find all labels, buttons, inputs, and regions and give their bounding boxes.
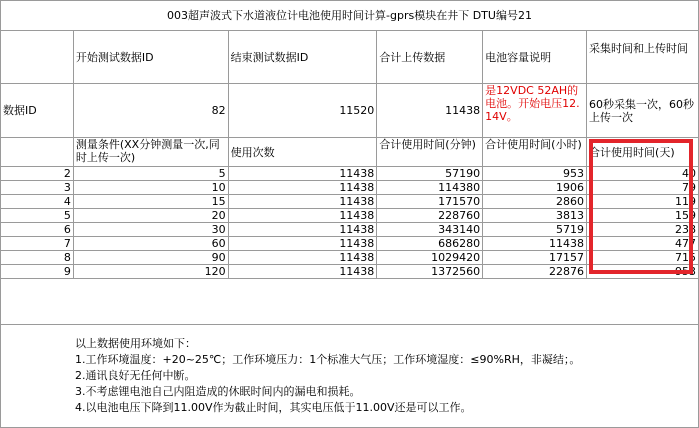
data-start-value[interactable]: 82 [73, 84, 228, 138]
row-index-cell[interactable]: 7 [1, 237, 74, 251]
header-battery-desc[interactable]: 电池容量说明 [483, 31, 587, 84]
sub-header-condition[interactable]: 测量条件(XX分钟测量一次,同时上传一次) [73, 138, 228, 167]
header-total-uploads[interactable]: 合计上传数据 [377, 31, 483, 84]
data-rows [1, 167, 699, 279]
row-index-cell[interactable]: 9 [1, 265, 74, 279]
row-index-cell[interactable]: 5 [1, 209, 74, 223]
row-index-cell[interactable]: 6 [1, 223, 74, 237]
sub-header-time-minutes[interactable]: 合计使用时间(分钟) [377, 138, 483, 167]
sample-interval-text[interactable]: 60秒采集一次，60秒上传一次 [587, 84, 699, 138]
usage-count-cell[interactable]: 11438 [228, 167, 377, 181]
note-line: 3.不考虑锂电池自己内阻造成的休眠时间内的漏电和损耗。 [75, 385, 361, 398]
total-hours-cell[interactable]: 953 [483, 167, 587, 181]
note-line: 1.工作环境温度：+20~25℃；工作环境压力：1个标准大气压；工作环境湿度：≤90%RH，非凝结；。 [75, 353, 581, 366]
interval-minutes-cell[interactable]: 60 [73, 237, 228, 251]
total-hours-cell[interactable]: 17157 [483, 251, 587, 265]
sub-header-row [1, 138, 699, 167]
usage-count-cell[interactable]: 11438 [228, 251, 377, 265]
data-total-value[interactable]: 11438 [377, 84, 483, 138]
row-index-cell[interactable]: 8 [1, 251, 74, 265]
usage-count-cell[interactable]: 11438 [228, 181, 377, 195]
table-row [1, 237, 699, 251]
header-sample-interval[interactable]: 采集时间和上传时间 [587, 31, 699, 84]
data-id-label[interactable]: 数据ID [1, 84, 74, 138]
total-minutes-cell[interactable]: 114380 [377, 181, 483, 195]
total-days-cell[interactable]: 40 [587, 167, 699, 181]
total-days-cell[interactable]: 159 [587, 209, 699, 223]
battery-capacity-text[interactable]: 是12VDC 52AH的电池。开始电压12.14V。 [483, 84, 587, 138]
total-hours-cell[interactable]: 3813 [483, 209, 587, 223]
total-minutes-cell[interactable]: 686280 [377, 237, 483, 251]
table-row [1, 167, 699, 181]
total-days-cell[interactable]: 119 [587, 195, 699, 209]
row-index-cell[interactable]: 3 [1, 181, 74, 195]
total-minutes-cell[interactable]: 1372560 [377, 265, 483, 279]
sub-header-time-days[interactable]: 合计使用时间(天) [587, 138, 699, 167]
interval-minutes-cell[interactable]: 20 [73, 209, 228, 223]
total-hours-cell[interactable]: 11438 [483, 237, 587, 251]
total-minutes-cell[interactable]: 171570 [377, 195, 483, 209]
interval-minutes-cell[interactable]: 120 [73, 265, 228, 279]
total-days-cell[interactable]: 953 [587, 265, 699, 279]
spacer-cell[interactable] [1, 279, 699, 325]
sub-header-usage-count[interactable]: 使用次数 [228, 138, 377, 167]
header-end-id[interactable]: 结束测试数据ID [228, 31, 377, 84]
data-id-row [1, 84, 699, 138]
data-end-value[interactable]: 11520 [228, 84, 377, 138]
interval-minutes-cell[interactable]: 15 [73, 195, 228, 209]
total-minutes-cell[interactable]: 1029420 [377, 251, 483, 265]
usage-count-cell[interactable]: 11438 [228, 195, 377, 209]
header-empty-cell[interactable] [1, 31, 74, 84]
table-row [1, 209, 699, 223]
title-row [1, 1, 699, 31]
interval-minutes-cell[interactable]: 90 [73, 251, 228, 265]
header-start-id[interactable]: 开始测试数据ID [73, 31, 228, 84]
table-row [1, 195, 699, 209]
total-hours-cell[interactable]: 2860 [483, 195, 587, 209]
header-row [1, 31, 699, 84]
spacer-row [1, 279, 699, 325]
interval-minutes-cell[interactable]: 5 [73, 167, 228, 181]
interval-minutes-cell[interactable]: 30 [73, 223, 228, 237]
total-days-cell[interactable]: 79 [587, 181, 699, 195]
table-row [1, 223, 699, 237]
note-line: 4.以电池电压下降到11.00V作为截止时间，其实电压低于11.00V还是可以工作。 [75, 401, 472, 414]
total-days-cell[interactable]: 477 [587, 237, 699, 251]
usage-count-cell[interactable]: 11438 [228, 265, 377, 279]
notes-cell[interactable] [1, 325, 699, 428]
total-days-cell[interactable]: 238 [587, 223, 699, 237]
sub-header-empty-cell[interactable] [1, 138, 74, 167]
total-hours-cell[interactable]: 22876 [483, 265, 587, 279]
table-row [1, 251, 699, 265]
usage-count-cell[interactable]: 11438 [228, 223, 377, 237]
row-index-cell[interactable]: 4 [1, 195, 74, 209]
note-line: 以上数据使用环境如下： [75, 337, 196, 350]
note-line: 2.通讯良好无任何中断。 [75, 369, 196, 382]
sheet-title[interactable]: 003超声波式下水道液位计电池使用时间计算-gprs模块在井下 DTU编号21 [1, 1, 699, 31]
notes-row [1, 325, 699, 428]
total-minutes-cell[interactable]: 57190 [377, 167, 483, 181]
total-hours-cell[interactable]: 5719 [483, 223, 587, 237]
table-row [1, 265, 699, 279]
total-days-cell[interactable]: 715 [587, 251, 699, 265]
interval-minutes-cell[interactable]: 10 [73, 181, 228, 195]
usage-count-cell[interactable]: 11438 [228, 237, 377, 251]
total-minutes-cell[interactable]: 343140 [377, 223, 483, 237]
total-hours-cell[interactable]: 1906 [483, 181, 587, 195]
total-minutes-cell[interactable]: 228760 [377, 209, 483, 223]
usage-count-cell[interactable]: 11438 [228, 209, 377, 223]
row-index-cell[interactable]: 2 [1, 167, 74, 181]
sub-header-time-hours[interactable]: 合计使用时间(小时) [483, 138, 587, 167]
table-row [1, 181, 699, 195]
